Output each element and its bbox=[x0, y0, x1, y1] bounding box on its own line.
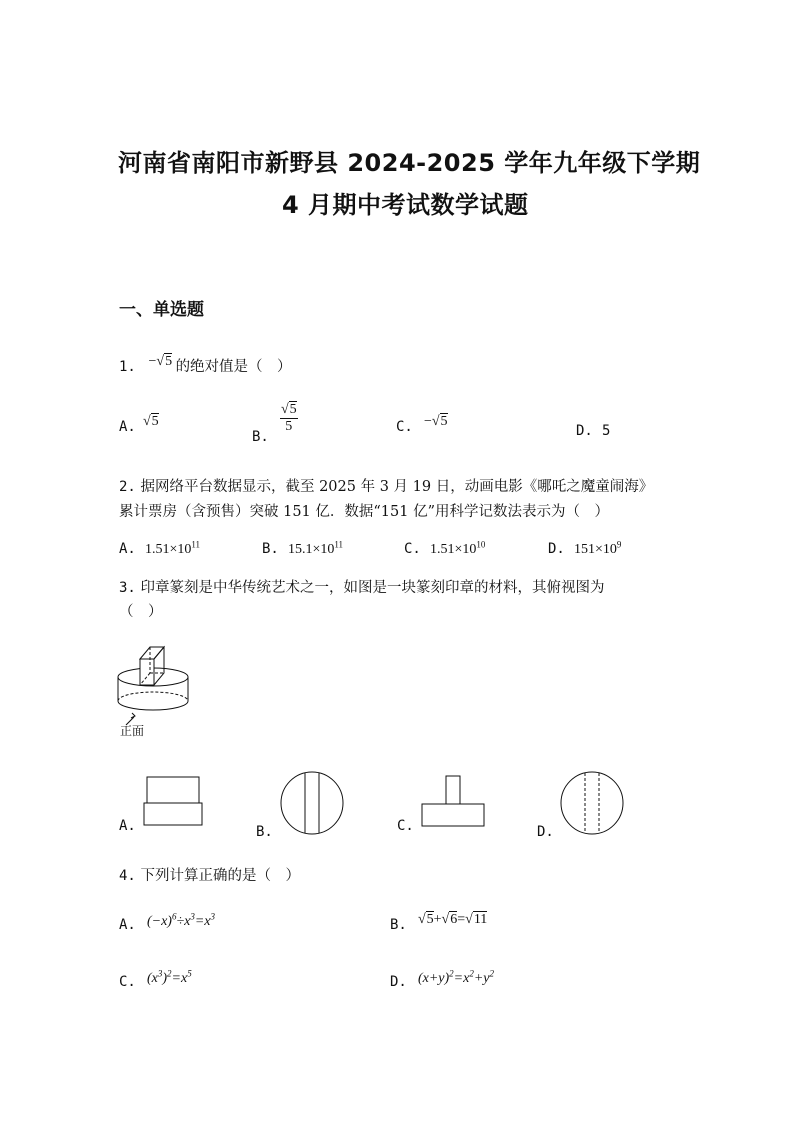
q3-option-d-figure bbox=[558, 770, 628, 836]
q1-option-a[interactable]: A. √5 bbox=[119, 414, 159, 435]
q2-option-c[interactable]: C. $1.51\times 10^{10}$ bbox=[404, 539, 486, 557]
page-title-line1: 河南省南阳市新野县 2024-2025 学年九年级下学期 bbox=[118, 149, 701, 177]
q4-option-d[interactable]: D. $(x+y)^2=x^2+y^2$ bbox=[390, 968, 494, 990]
question-3-line2: （ ） bbox=[119, 604, 163, 620]
q1-option-c[interactable]: C. −√5 bbox=[396, 414, 448, 435]
page-title-line2: 4 月期中考试数学试题 bbox=[282, 191, 529, 219]
q4-option-a[interactable]: A. $(-x)^6\div x^3=x^3$ bbox=[119, 911, 216, 933]
question-2 bbox=[119, 475, 653, 496]
section-heading: 一、单选题 bbox=[119, 300, 204, 320]
q4-option-b[interactable]: B. √5+√6=√11 bbox=[390, 912, 488, 933]
q3-option-b[interactable]: B. bbox=[256, 824, 273, 840]
q3-option-c-figure bbox=[420, 774, 488, 830]
q3-option-c[interactable]: C. bbox=[397, 818, 414, 834]
q3-option-a-figure bbox=[143, 775, 205, 829]
question-text: 下列计算正确的是（ ） bbox=[140, 868, 300, 884]
question-text: 的绝对值是（ ） bbox=[175, 359, 292, 375]
question-1 bbox=[119, 355, 292, 376]
question-number: 4. bbox=[119, 868, 136, 884]
q1-option-b[interactable]: B. $\frac{√5}{5}$ bbox=[252, 402, 297, 445]
question-expression: −√5 bbox=[148, 354, 173, 369]
figure-label-front: 正面 bbox=[120, 724, 145, 738]
q3-option-d[interactable]: D. bbox=[537, 824, 554, 840]
question-4 bbox=[119, 864, 300, 885]
q1-option-d[interactable]: D. 5 bbox=[576, 423, 611, 439]
q2-option-d[interactable]: D. $151\times 10^9$ bbox=[548, 539, 622, 557]
q3-option-b-figure bbox=[278, 770, 348, 836]
question-2-line2: 累计票房（含预售）突破 151 亿．数据“151 亿”用科学记数法表示为（ ） bbox=[119, 504, 610, 520]
q3-option-a[interactable]: A. bbox=[119, 818, 136, 834]
q4-option-c[interactable]: C. $(x^3)^2=x^5$ bbox=[119, 968, 192, 990]
q2-option-b[interactable]: B. $15.1\times 10^{11}$ bbox=[262, 539, 344, 557]
question-text-line1: 据网络平台数据显示，截至 2025 年 3 月 19 日，动画电影《哪吒之魔童闹海》 bbox=[140, 479, 654, 495]
question-number: 1. bbox=[119, 359, 136, 375]
question-number: 3. bbox=[119, 580, 136, 596]
question-3 bbox=[119, 576, 604, 597]
q2-option-a[interactable]: A. $1.51\times 10^{11}$ bbox=[119, 539, 201, 557]
question-number: 2. bbox=[119, 479, 136, 495]
question-text-line1: 印章篆刻是中华传统艺术之一，如图是一块篆刻印章的材料，其俯视图为 bbox=[140, 580, 605, 596]
